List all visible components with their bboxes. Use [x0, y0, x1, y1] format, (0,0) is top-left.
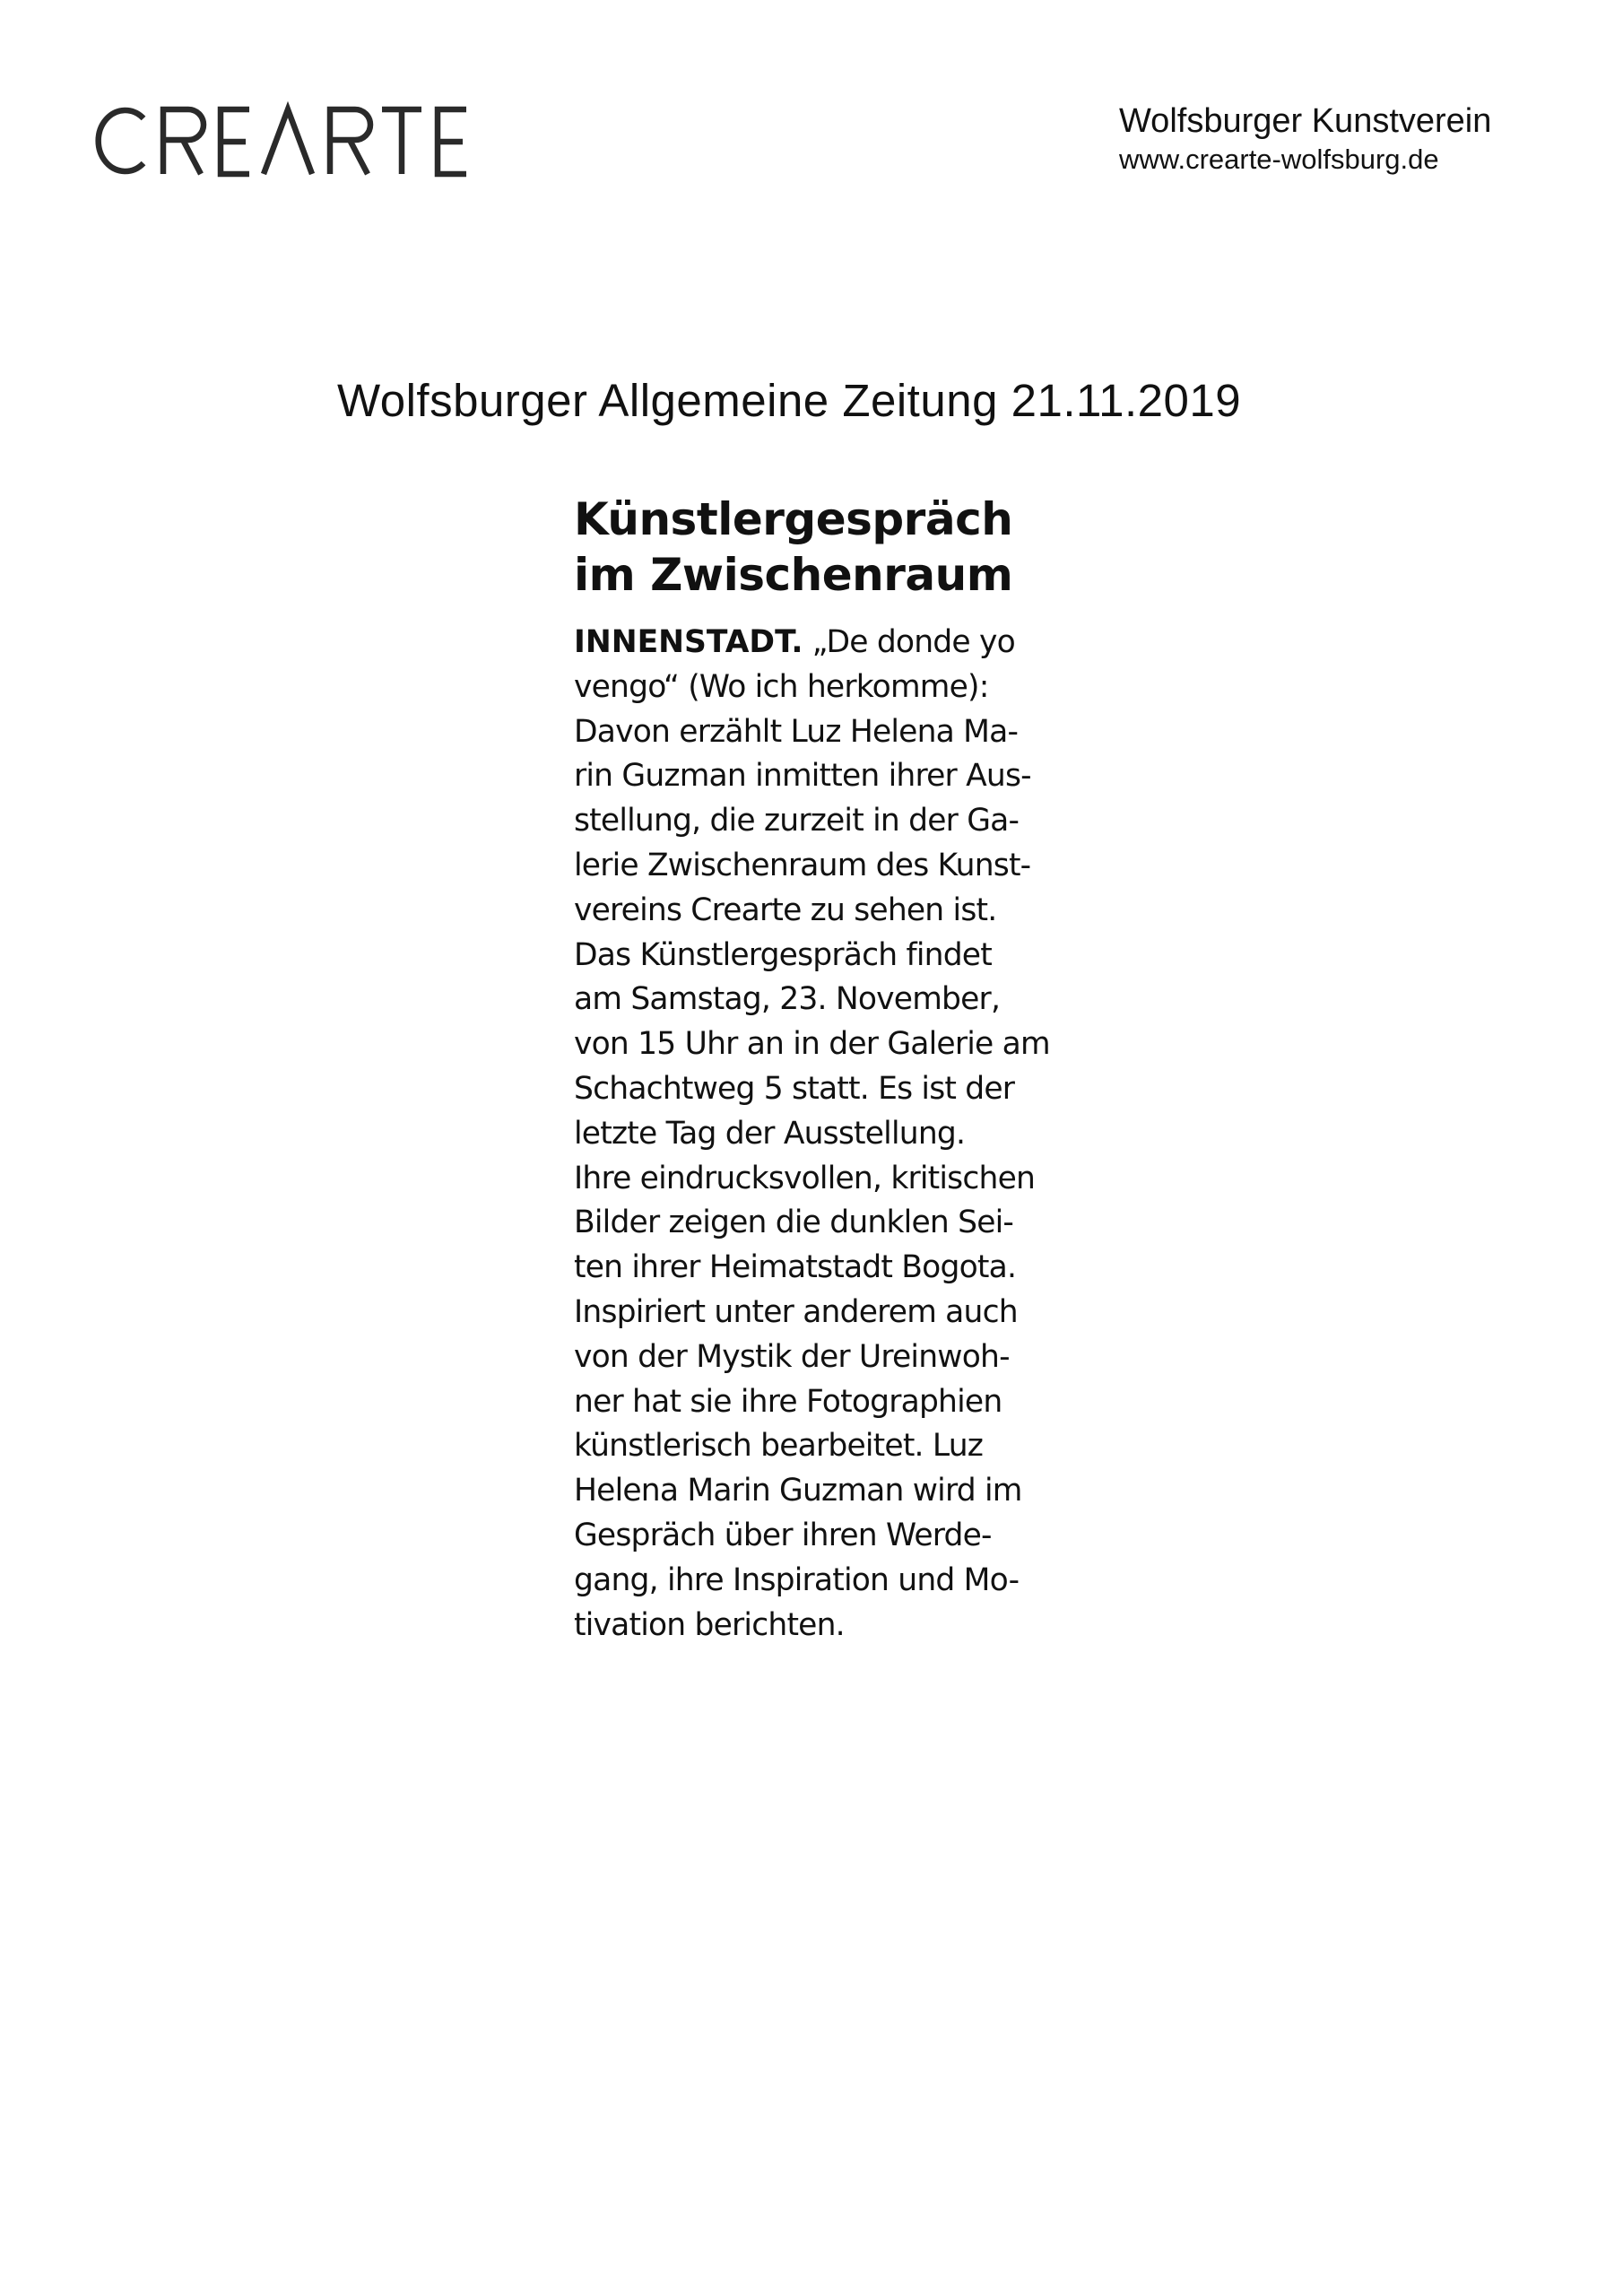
org-url: www.crearte-wolfsburg.de: [1119, 144, 1439, 175]
body-line: rin Guzman inmitten ihrer Aus-: [574, 758, 1031, 795]
article: [574, 491, 1076, 1648]
headline-line: Künstlergespräch: [574, 493, 1013, 545]
body-line: Das Künstlergespräch findet: [574, 936, 992, 973]
body-line: von der Mystik der Ureinwoh-: [574, 1338, 1010, 1375]
body-line: Gespräch über ihren Werde-: [574, 1517, 992, 1553]
org-name: Wolfsburger Kunstverein: [1119, 102, 1492, 140]
body-line: ten ihrer Heimatstadt Bogota.: [574, 1249, 1017, 1286]
body-line: am Samstag, 23. November,: [574, 981, 1001, 1018]
dateline: INNENSTADT.: [574, 624, 803, 660]
body-line: vengo“ (Wo ich herkomme):: [574, 668, 989, 705]
body-first-line: [574, 621, 1076, 665]
body-line: ner hat sie ihre Fotographien: [574, 1383, 1002, 1420]
publication-source: Wolfsburger Allgemeine Zeitung 21.11.2019: [337, 375, 1242, 426]
body-line: gang, ihre Inspiration und Mo-: [574, 1561, 1020, 1598]
org-info: [1119, 100, 1491, 178]
article-body: [574, 621, 1076, 1648]
crearte-logo: [90, 100, 520, 181]
body-line: künstlerisch bearbeitet. Luz: [574, 1428, 984, 1465]
article-headline: [574, 491, 1076, 603]
body-first-line-text: „De donde yo: [803, 624, 1015, 660]
body-line: vereins Crearte zu sehen ist.: [574, 891, 997, 928]
body-line: lerie Zwischenraum des Kunst-: [574, 847, 1031, 883]
body-line: letzte Tag der Ausstellung.: [574, 1115, 966, 1152]
body-line: von 15 Uhr an in der Galerie am: [574, 1026, 1050, 1063]
body-line: Inspiriert unter anderem auch: [574, 1293, 1018, 1330]
body-line: stellung, die zurzeit in der Ga-: [574, 803, 1020, 839]
body-line: tivation berichten.: [574, 1606, 845, 1643]
body-line: Ihre eindrucksvollen, kritischen: [574, 1160, 1036, 1196]
headline-line: im Zwischenraum: [574, 549, 1013, 601]
body-line: Helena Marin Guzman wird im: [574, 1473, 1022, 1509]
body-line: Bilder zeigen die dunklen Sei-: [574, 1205, 1014, 1241]
body-line: Davon erzählt Luz Helena Ma-: [574, 713, 1019, 750]
crearte-logo-mark: [90, 100, 520, 181]
body-line: Schachtweg 5 statt. Es ist der: [574, 1070, 1015, 1107]
